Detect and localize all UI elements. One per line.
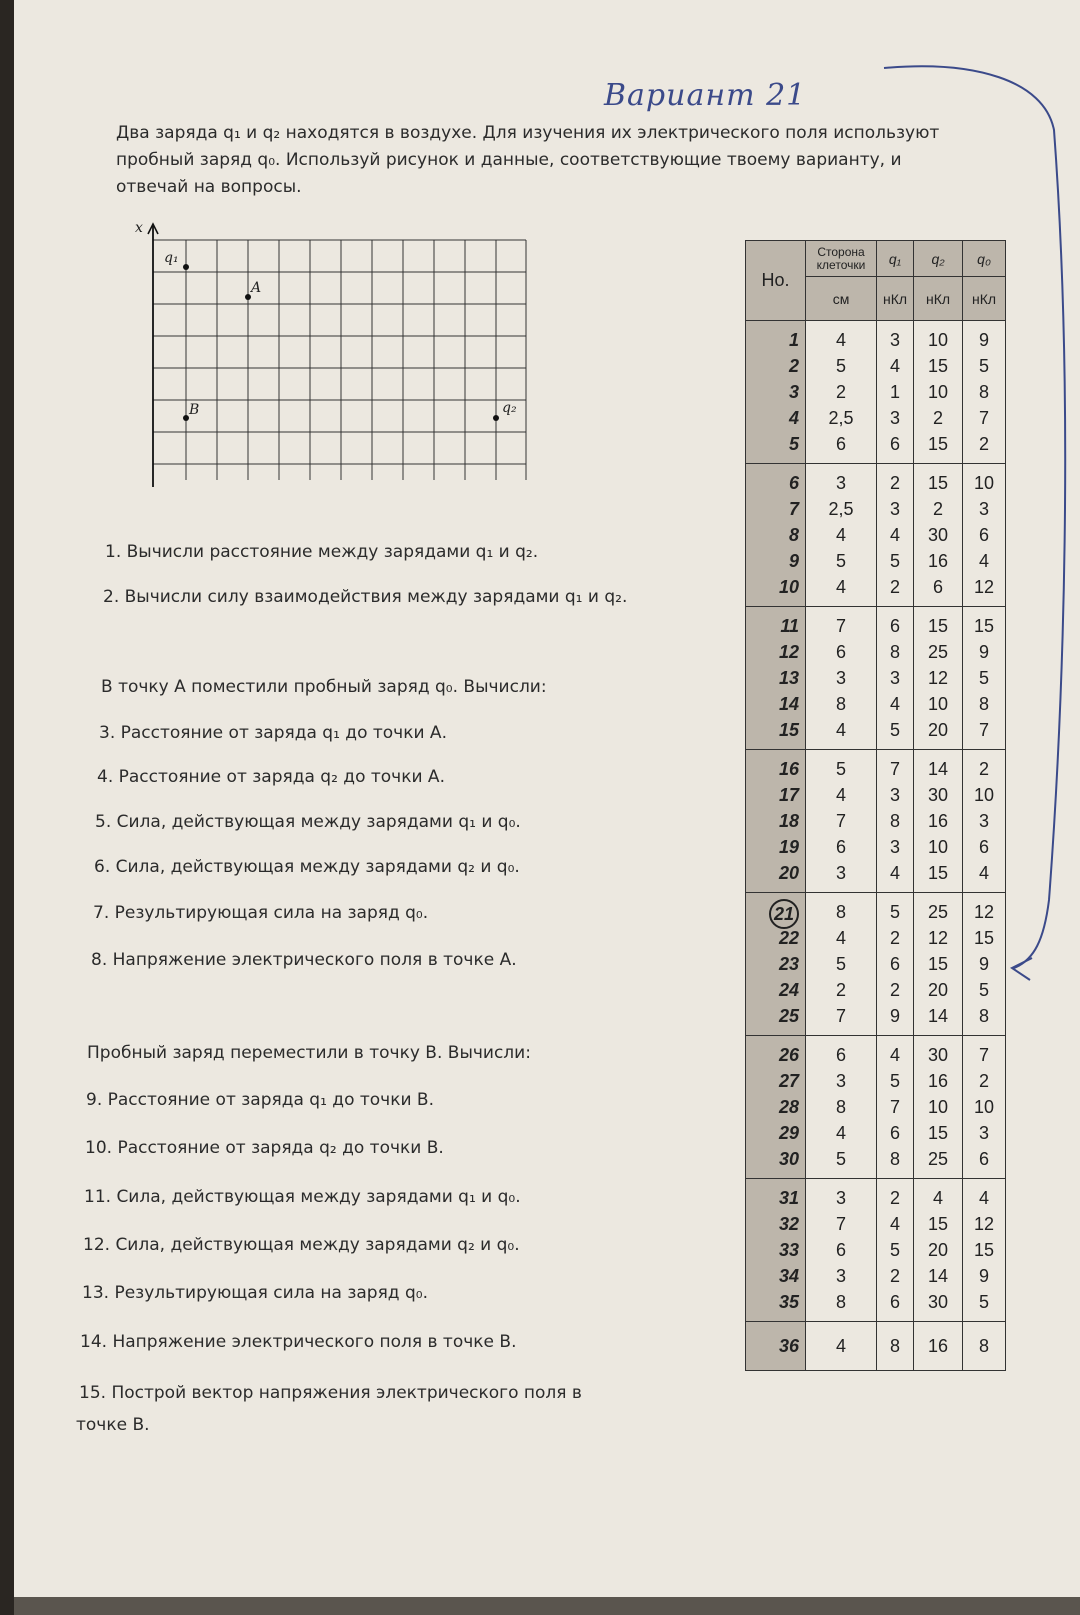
variant-value: 7: [835, 1006, 846, 1026]
question-2: 2. Вычисли силу взаимодействия между зарядами q₁ и q₂.: [103, 587, 628, 607]
intro-line: отвечай на вопросы.: [116, 177, 302, 197]
variant-value: 5: [835, 759, 846, 779]
charge-q1-dot: [183, 264, 189, 270]
variant-value: 6: [932, 577, 943, 597]
variant-group-row: [746, 1036, 1006, 1179]
variant-value: 5: [889, 551, 900, 571]
variant-value: 4: [835, 577, 846, 597]
variant-value-cell: [914, 464, 963, 607]
variant-value: 15: [927, 434, 949, 454]
variant-value: 3: [835, 1071, 846, 1091]
variant-value-cell: [914, 607, 963, 750]
variant-value: 4: [978, 1188, 989, 1208]
worksheet-page: [14, 0, 1080, 1615]
variant-value-cell: [963, 750, 1006, 893]
variant-value: 6: [978, 837, 989, 857]
variant-value: 3: [835, 1266, 846, 1286]
variant-number: 25: [778, 1006, 799, 1026]
variant-value: 2: [932, 499, 943, 519]
variant-number: 17: [778, 785, 799, 805]
header-no: Но.: [746, 241, 806, 321]
header-side: Сторона клеточки: [806, 241, 877, 277]
variants-table-body: [746, 321, 1006, 1371]
variant-number-cell: [746, 893, 806, 1036]
variant-value: 4: [978, 863, 989, 883]
label-b: B: [189, 402, 200, 418]
variant-number: 32: [778, 1214, 799, 1234]
variant-value: 8: [889, 1149, 900, 1169]
variant-value: 7: [978, 408, 989, 428]
variant-value-cell: [963, 1179, 1006, 1322]
variant-value: 6: [835, 1045, 846, 1065]
variant-number: 1: [788, 330, 799, 350]
question-6: 6. Сила, действующая между зарядами q₂ и q₀.: [94, 857, 520, 877]
variant-number: 9: [788, 551, 799, 571]
variant-number-cell: [746, 607, 806, 750]
variant-number: 28: [778, 1097, 799, 1117]
variant-value: 15: [927, 954, 949, 974]
variant-value: 3: [978, 811, 989, 831]
variant-value-cell: [877, 1322, 914, 1371]
variant-value: 3: [835, 863, 846, 883]
variant-value: 2: [889, 577, 900, 597]
variant-value: 3: [889, 408, 900, 428]
variant-value-cell: [877, 607, 914, 750]
variant-value: 20: [927, 720, 949, 740]
variant-value: 7: [978, 720, 989, 740]
variant-value: 4: [835, 1336, 846, 1356]
variant-value-cell: [963, 1036, 1006, 1179]
variant-value: 16: [927, 1336, 949, 1356]
variant-value: 8: [835, 1292, 846, 1312]
variant-value: 30: [927, 525, 949, 545]
variant-value: 6: [889, 1123, 900, 1143]
variant-value: 15: [927, 1123, 949, 1143]
variant-value: 7: [978, 1045, 989, 1065]
variant-value: 4: [978, 551, 989, 571]
variant-value: 12: [973, 902, 995, 922]
variant-value: 4: [835, 785, 846, 805]
variant-value: 3: [835, 473, 846, 493]
variant-value: 20: [927, 1240, 949, 1260]
variant-value: 10: [927, 382, 949, 402]
variant-value: 4: [889, 356, 900, 376]
variant-value: 3: [835, 1188, 846, 1208]
variant-value: 3: [835, 668, 846, 688]
variant-value: 12: [973, 1214, 995, 1234]
variant-number-cell: [746, 321, 806, 464]
header-q0: q₀: [963, 241, 1006, 277]
variant-value: 4: [889, 1045, 900, 1065]
variant-value: 2: [978, 1071, 989, 1091]
variant-value: 8: [835, 694, 846, 714]
question-4: 4. Расстояние от заряда q₂ до точки А.: [97, 767, 445, 787]
variant-value: 20: [927, 980, 949, 1000]
label-a: A: [251, 280, 262, 296]
variant-value: 5: [889, 1240, 900, 1260]
variant-value: 2: [889, 928, 900, 948]
variant-value-cell: [914, 1036, 963, 1179]
variant-value: 9: [978, 330, 989, 350]
variant-number: 33: [778, 1240, 799, 1260]
variant-value: 5: [835, 954, 846, 974]
variant-group-row: [746, 464, 1006, 607]
variant-value-cell: [914, 1322, 963, 1371]
variant-value: 9: [978, 954, 989, 974]
question-1: 1. Вычисли расстояние между зарядами q₁ и q₂.: [105, 542, 539, 562]
variant-number: 26: [778, 1045, 799, 1065]
variant-number: 18: [778, 811, 799, 831]
variant-value-cell: [963, 464, 1006, 607]
variant-value-cell: [963, 607, 1006, 750]
question-11: 11. Сила, действующая между зарядами q₁ и q₀.: [84, 1187, 521, 1207]
variant-number-cell: [746, 1322, 806, 1371]
variant-value: 3: [889, 785, 900, 805]
intro-line: пробный заряд q₀. Используй рисунок и данные, соответствующие твоему варианту, и: [116, 150, 902, 170]
variant-value: 8: [835, 1097, 846, 1117]
variant-number: 12: [778, 642, 799, 662]
variant-value: 2: [889, 1188, 900, 1208]
variant-value: 25: [927, 1149, 949, 1169]
question-9: 9. Расстояние от заряда q₁ до точки В.: [86, 1090, 435, 1110]
question-14: 14. Напряжение электрического поля в точке В.: [80, 1332, 517, 1352]
variant-number: 14: [778, 694, 799, 714]
variant-value-cell: [914, 750, 963, 893]
variant-number: 23: [778, 954, 799, 974]
variant-value: 30: [927, 1292, 949, 1312]
variant-value: 5: [978, 1292, 989, 1312]
variant-value: 9: [889, 1006, 900, 1026]
variant-value: 3: [889, 499, 900, 519]
variant-number: 35: [778, 1292, 799, 1312]
variant-value-cell: [877, 321, 914, 464]
variant-value-cell: [914, 321, 963, 464]
variant-value: 8: [978, 1336, 989, 1356]
variant-value: 7: [835, 616, 846, 636]
variant-value-cell: [877, 1179, 914, 1322]
variant-number: 19: [778, 837, 799, 857]
variant-value: 3: [889, 837, 900, 857]
variant-value-cell: [877, 464, 914, 607]
variant-number: 34: [778, 1266, 799, 1286]
variant-value: 9: [978, 1266, 989, 1286]
variant-value: 4: [889, 525, 900, 545]
header-q0-unit: нКл: [963, 277, 1006, 321]
variant-value: 7: [835, 1214, 846, 1234]
question-15: 15. Построй вектор напряжения электрического поля в: [79, 1383, 582, 1403]
variant-value: 5: [889, 720, 900, 740]
variant-value: 2: [889, 1266, 900, 1286]
variant-value: 2: [835, 382, 846, 402]
variant-value: 3: [978, 499, 989, 519]
variant-value: 9: [978, 642, 989, 662]
variant-value-cell: [806, 321, 877, 464]
variant-value: 6: [835, 642, 846, 662]
variant-value: 4: [889, 1214, 900, 1234]
variant-number: 31: [778, 1188, 799, 1208]
variant-value: 4: [835, 928, 846, 948]
variant-value: 6: [978, 1149, 989, 1169]
variant-value: 25: [927, 902, 949, 922]
variant-value: 2: [889, 980, 900, 1000]
variant-value-cell: [963, 1322, 1006, 1371]
variant-value: 15: [973, 928, 995, 948]
intro-line: Два заряда q₁ и q₂ находятся в воздухе. Для изучения их электрического поля используют: [116, 123, 940, 143]
variant-value: 4: [835, 1123, 846, 1143]
variant-value: 6: [889, 954, 900, 974]
variant-value: 16: [927, 811, 949, 831]
axis-label: x: [135, 222, 143, 236]
variant-number: 6: [788, 473, 799, 493]
variant-number: 24: [778, 980, 799, 1000]
variant-value-cell: [963, 321, 1006, 464]
variant-group-row: [746, 893, 1006, 1036]
variant-value: 7: [835, 811, 846, 831]
variant-value: 15: [927, 356, 949, 376]
variant-number-cell: [746, 1179, 806, 1322]
label-q1: q₁: [164, 250, 179, 266]
variant-group-row: [746, 1179, 1006, 1322]
variant-value: 15: [973, 1240, 995, 1260]
variant-number: 2: [788, 356, 799, 376]
variant-number: 10: [778, 577, 799, 597]
variant-value: 7: [889, 1097, 900, 1117]
question-8: 8. Напряжение электрического поля в точке А.: [91, 950, 517, 970]
variant-group-row: [746, 1322, 1006, 1371]
variant-value: 6: [978, 525, 989, 545]
variant-value: 10: [927, 837, 949, 857]
variant-title: Вариант 21: [604, 78, 807, 113]
variant-value: 2: [978, 434, 989, 454]
variant-number: 22: [778, 928, 799, 948]
variant-number-cell: [746, 750, 806, 893]
variant-number: 8: [788, 525, 799, 545]
variant-value: 15: [927, 473, 949, 493]
header-q2: q₂: [914, 241, 963, 277]
question-13: 13. Результирующая сила на заряд q₀.: [82, 1283, 428, 1303]
variant-number: 7: [788, 499, 799, 519]
variant-value: 8: [978, 1006, 989, 1026]
variant-value: 2: [889, 473, 900, 493]
variant-value: 3: [889, 330, 900, 350]
variant-number: 20: [778, 863, 799, 883]
variant-number: 13: [778, 668, 799, 688]
variant-value: 5: [835, 1149, 846, 1169]
variant-value: 25: [927, 642, 949, 662]
variant-value: 4: [835, 525, 846, 545]
header-q1: q₁: [877, 241, 914, 277]
variant-value-cell: [806, 1179, 877, 1322]
variant-value: 8: [978, 382, 989, 402]
variants-table: [745, 240, 1006, 1371]
variant-value-cell: [806, 464, 877, 607]
variant-value: 5: [978, 668, 989, 688]
variant-value: 4: [835, 330, 846, 350]
variant-number: 36: [778, 1336, 799, 1356]
question-3: 3. Расстояние от заряда q₁ до точки А.: [99, 723, 447, 743]
label-q2: q₂: [502, 400, 517, 416]
variant-group-row: [746, 321, 1006, 464]
variant-value-cell: [877, 1036, 914, 1179]
variant-group-row: [746, 607, 1006, 750]
variant-group-row: [746, 750, 1006, 893]
variant-number: 5: [788, 434, 799, 454]
variant-value: 2: [978, 759, 989, 779]
variant-value: 5: [835, 551, 846, 571]
variant-value: 14: [927, 1266, 949, 1286]
variant-value-cell: [877, 750, 914, 893]
variant-value: 6: [889, 616, 900, 636]
variant-value: 10: [973, 785, 995, 805]
variant-value: 16: [927, 551, 949, 571]
intro-text: [116, 120, 1026, 201]
variant-value: 15: [973, 616, 995, 636]
variant-value-cell: [914, 1179, 963, 1322]
question-7: 7. Результирующая сила на заряд q₀.: [93, 903, 429, 923]
variant-value: 2: [932, 408, 943, 428]
variant-value: 15: [927, 616, 949, 636]
charge-q2-dot: [493, 415, 499, 421]
variant-value: 4: [932, 1188, 943, 1208]
variant-number: 15: [778, 720, 799, 740]
variant-value: 5: [978, 980, 989, 1000]
highlighted-variant-circle: 21: [769, 899, 799, 929]
variant-value: 3: [889, 668, 900, 688]
variant-value: 8: [889, 1336, 900, 1356]
header-q1-unit: нКл: [877, 277, 914, 321]
variant-value: 10: [927, 694, 949, 714]
variant-number-cell: [746, 1036, 806, 1179]
variant-value: 2,5: [828, 499, 854, 519]
variant-number-cell: [746, 464, 806, 607]
variant-value: 4: [889, 863, 900, 883]
variant-value: 30: [927, 1045, 949, 1065]
variant-value: 16: [927, 1071, 949, 1091]
variant-value: 5: [889, 1071, 900, 1091]
variant-value: 15: [927, 1214, 949, 1234]
header-q2-unit: нКл: [914, 277, 963, 321]
variant-value-cell: [806, 893, 877, 1036]
question-12: 12. Сила, действующая между зарядами q₂ и q₀.: [83, 1235, 520, 1255]
variant-value: 30: [927, 785, 949, 805]
variant-number: 11: [780, 616, 799, 636]
variant-value: 12: [973, 577, 995, 597]
variant-value: 14: [927, 759, 949, 779]
variant-value: 3: [978, 1123, 989, 1143]
variant-value: 8: [889, 642, 900, 662]
variant-value-cell: [806, 750, 877, 893]
variant-value-cell: [914, 893, 963, 1036]
question-15-cont: точке В.: [76, 1415, 150, 1435]
variant-value-cell: [877, 893, 914, 1036]
variant-value: 10: [927, 1097, 949, 1117]
question-5: 5. Сила, действующая между зарядами q₁ и q₀.: [95, 812, 521, 832]
variant-number: 3: [788, 382, 799, 402]
variant-value: 6: [889, 434, 900, 454]
variant-value: 8: [889, 811, 900, 831]
section-b-title: Пробный заряд переместили в точку В. Вычисли:: [87, 1043, 531, 1063]
variant-value: 2: [835, 980, 846, 1000]
variant-value: 6: [889, 1292, 900, 1312]
variant-value: 4: [835, 720, 846, 740]
header-side-unit: см: [806, 277, 877, 321]
variant-value: 12: [927, 928, 949, 948]
variant-value-cell: [963, 893, 1006, 1036]
variant-value-cell: [806, 1036, 877, 1179]
variant-value: 1: [889, 382, 900, 402]
variant-number: 16: [778, 759, 799, 779]
question-10: 10. Расстояние от заряда q₂ до точки В.: [85, 1138, 444, 1158]
variant-value: 10: [927, 330, 949, 350]
variant-value: 5: [889, 902, 900, 922]
variant-value: 6: [835, 434, 846, 454]
variant-value: 6: [835, 1240, 846, 1260]
variant-value: 5: [978, 356, 989, 376]
variant-number: [746, 899, 799, 925]
variant-number: 29: [778, 1123, 799, 1143]
variant-value: 10: [973, 473, 995, 493]
variant-value: 8: [978, 694, 989, 714]
variant-number: 30: [778, 1149, 799, 1169]
variant-value-cell: [806, 1322, 877, 1371]
variant-value: 12: [927, 668, 949, 688]
variant-value: 4: [889, 694, 900, 714]
variant-value: 7: [889, 759, 900, 779]
grid-figure-svg: [131, 222, 541, 502]
section-a-title: В точку А поместили пробный заряд q₀. Вычисли:: [101, 677, 547, 697]
variant-value: 10: [973, 1097, 995, 1117]
variant-number: 27: [778, 1071, 799, 1091]
variant-value-cell: [806, 607, 877, 750]
charge-figure: [131, 222, 541, 506]
variant-value: 15: [927, 863, 949, 883]
variant-value: 2,5: [828, 408, 854, 428]
variant-number: 4: [788, 408, 799, 428]
variant-value: 5: [835, 356, 846, 376]
variant-value: 8: [835, 902, 846, 922]
variant-value: 6: [835, 837, 846, 857]
variant-value: 14: [927, 1006, 949, 1026]
